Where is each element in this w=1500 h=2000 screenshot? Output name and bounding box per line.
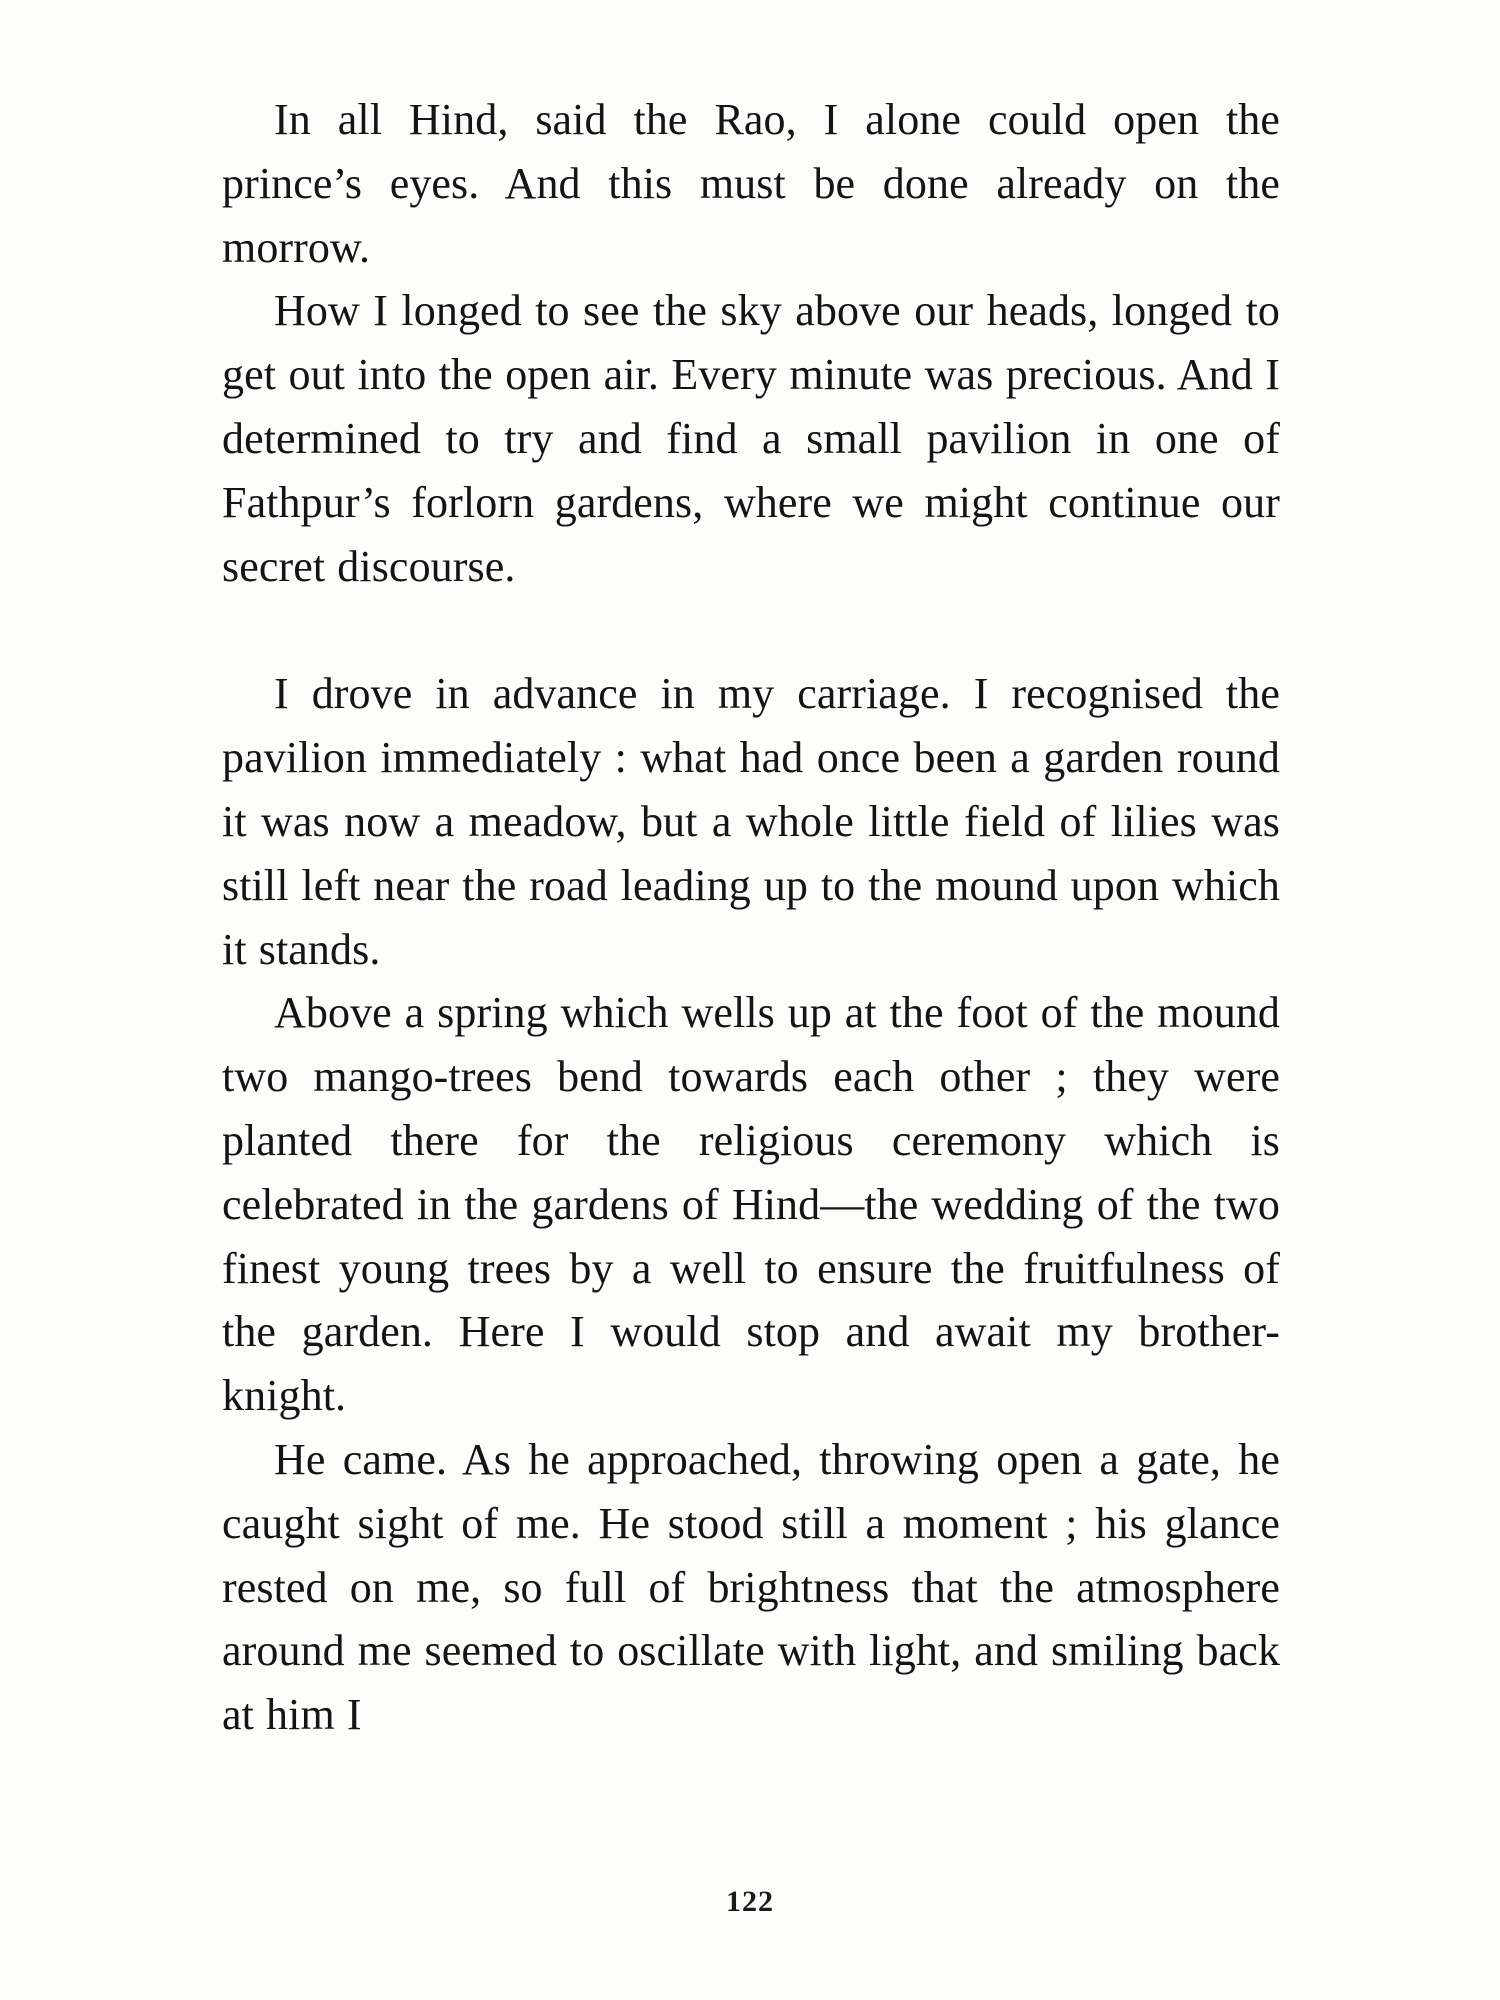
paragraph: In all Hind, said the Rao, I alone could open the prince’s eyes. And this must be done already on the morrow. (222, 95, 1280, 272)
paragraph: He came. As he approached, throwing open a gate, he caught sight of me. He stood still a moment ; his glance rested on me, so full of brightness that the atmosphere around me seemed to oscillate with light, and smiling back at him I (222, 1434, 1280, 1740)
section-break (222, 598, 1280, 662)
body-text (222, 88, 1280, 1747)
paragraph: How I longed to see the sky above our heads, longed to get out into the open air. Every minute was precious. And I determined to try and find a small pavilion in one of Fathpur’s forlorn gardens, where we might continue our secret discourse. (222, 286, 1280, 591)
paragraph: Above a spring which wells up at the foot of the mound two mango-trees bend towards each other ; they were planted there for the religious ceremony which is celebrated in the gardens of Hind—the wedding of the two finest young trees by a well to ensure the fruitfulness of the garden. Here I would stop and await my brother-knight. (222, 988, 1280, 1421)
page-number: 122 (726, 1885, 774, 1918)
paragraph: I drove in advance in my carriage. I recognised the pavilion immediately : what had once been a garden round it was now a meadow, but a whole little field of lilies was still left near the road leading up to the mound upon which it stands. (222, 669, 1280, 974)
